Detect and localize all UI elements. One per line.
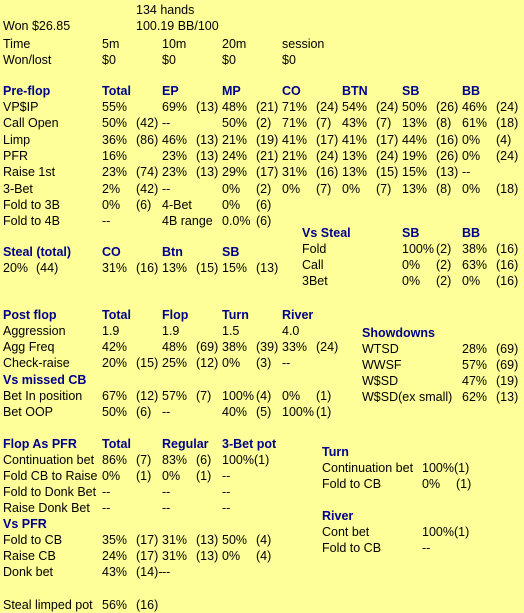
- flop-pfr-col-total: Total: [102, 437, 131, 451]
- count-total: (74): [136, 165, 159, 180]
- wonlost-20m: $0: [222, 53, 236, 67]
- vs-steal-col-bb: BB: [462, 226, 481, 240]
- stat-total: 0%: [102, 197, 121, 212]
- stat-bb: 0%: [462, 274, 481, 288]
- stat-value: --: [422, 541, 431, 555]
- stat-total: 43%: [102, 565, 128, 579]
- stat-flop: 57%: [162, 389, 188, 403]
- stat-mp: 0.0%: [222, 214, 251, 229]
- stat-ep: 4B range: [162, 214, 213, 229]
- showdowns-title: Showdowns: [362, 326, 435, 340]
- flop-pfr-col-3bet: 3-Bet pot: [222, 437, 277, 451]
- row-label: Continuation bet: [3, 453, 95, 467]
- steal-co-value: 31%: [102, 261, 128, 275]
- stat-value: 0%: [422, 477, 441, 491]
- stat-sb: 13%: [402, 181, 428, 196]
- count-total: (42): [136, 181, 159, 196]
- row-label: 3-Bet: [3, 181, 33, 196]
- count-regular: (13): [196, 549, 219, 563]
- row-label: WTSD: [362, 342, 399, 356]
- stat-mp: 0%: [222, 197, 241, 212]
- stat-total: 20%: [102, 356, 128, 370]
- count-flop: (12): [196, 356, 219, 370]
- stat-total: 42%: [102, 340, 128, 354]
- row-label: Fold to 4B: [3, 214, 60, 229]
- stat-total: --: [102, 485, 111, 499]
- count-btn: (15): [376, 165, 399, 180]
- stat-flop: --: [162, 405, 171, 419]
- count-sb: (26): [436, 100, 459, 114]
- time-col-20m: 20m: [222, 37, 247, 51]
- flop-pfr-title: Flop As PFR: [3, 437, 77, 451]
- count-sb: (8): [436, 116, 452, 131]
- stat-value: 28%: [462, 342, 488, 356]
- row-label: VP$IP: [3, 100, 39, 114]
- count-btn: (17): [376, 132, 399, 147]
- stat-total: 16%: [102, 148, 128, 163]
- stat-3bet: 0%: [222, 549, 241, 563]
- row-label: Cont bet: [322, 525, 370, 539]
- count-bb: (18): [496, 181, 519, 196]
- row-label: Agg Freq: [3, 340, 55, 354]
- stat-total: --: [102, 501, 111, 515]
- vs-steal-col-sb: SB: [402, 226, 420, 240]
- count-flop: (69): [196, 340, 219, 354]
- stat-bb: 61%: [462, 116, 488, 131]
- count-mp: (19): [256, 132, 279, 147]
- row-label: W$SD(ex small): [362, 390, 453, 404]
- row-label: Continuation bet: [322, 461, 414, 475]
- count-sb: (2): [436, 274, 452, 288]
- stat-3bet: --: [222, 485, 231, 499]
- stat-co: 0%: [282, 181, 301, 196]
- time-col-10m: 10m: [162, 37, 187, 51]
- steal-btn-count: (15): [196, 261, 219, 275]
- wonlost-5m: $0: [102, 53, 116, 67]
- count-total: (7): [136, 453, 152, 467]
- count-btn: (7): [376, 116, 392, 131]
- stat-btn: 13%: [342, 148, 368, 163]
- count-sb: (16): [436, 132, 459, 147]
- postflop-title: Post flop: [3, 308, 57, 322]
- count-bb: (4): [496, 132, 512, 147]
- row-label: Limp: [3, 132, 31, 147]
- stat-turn: 100%: [222, 389, 254, 403]
- count-co: (24): [316, 148, 339, 163]
- time-col-session: session: [282, 37, 325, 51]
- row-label: Bet In position: [3, 389, 83, 403]
- count-mp: (6): [256, 197, 272, 212]
- steal-col-co: CO: [102, 245, 121, 259]
- stat-sb: 100%: [402, 242, 434, 256]
- row-label: Fold to CB: [322, 541, 382, 555]
- count-flop: (7): [196, 389, 212, 403]
- stat-regular: --: [162, 501, 171, 515]
- count-ep: (13): [196, 165, 219, 180]
- count-bb: (16): [496, 274, 519, 288]
- stat-co: 21%: [282, 148, 308, 163]
- stat-total: 55%: [102, 100, 128, 114]
- stat-total: 36%: [102, 132, 128, 147]
- stat-value: 100%(1): [422, 461, 470, 475]
- count-total: (1): [136, 469, 152, 483]
- stat-bb: 38%: [462, 242, 488, 256]
- stat-sb: 19%: [402, 148, 428, 163]
- count-value: (69): [496, 358, 519, 372]
- turn-title: Turn: [322, 445, 349, 459]
- steal-limped-label: Steal limped pot: [3, 598, 93, 612]
- preflop-col-mp: MP: [222, 84, 241, 98]
- stat-regular: 0%: [162, 469, 181, 483]
- postflop-col-flop: Flop: [162, 308, 189, 322]
- stat-mp: 48%: [222, 100, 248, 114]
- stat-sb: 13%: [402, 116, 428, 131]
- count-sb: (2): [436, 258, 452, 272]
- row-label: Fold to CB: [322, 477, 382, 491]
- stat-river: 0%: [282, 389, 301, 403]
- row-label: Raise Donk Bet: [3, 501, 90, 515]
- row-label: Fold to CB: [3, 533, 63, 547]
- stat-sb: 0%: [402, 258, 421, 272]
- steal-col-sb: SB: [222, 245, 240, 259]
- stat-river: 100%: [282, 405, 314, 419]
- stat-ep: 23%: [162, 165, 188, 180]
- stat-total: 50%: [102, 405, 128, 419]
- row-label: Raise CB: [3, 549, 56, 563]
- row-label: W$SD: [362, 374, 399, 388]
- count-sb: (8): [436, 181, 452, 196]
- stat-sb: 44%: [402, 132, 428, 147]
- stat-mp: 21%: [222, 132, 248, 147]
- count-river: (1): [316, 405, 332, 419]
- count-3bet: (4): [256, 533, 272, 547]
- missed-cb-title: Vs missed CB: [3, 373, 87, 387]
- count-value: (19): [496, 374, 519, 388]
- count-bb: (16): [496, 258, 519, 272]
- preflop-col-btn: BTN: [342, 84, 368, 98]
- count-mp: (21): [256, 148, 279, 163]
- stat-river: --: [282, 356, 291, 370]
- count-sb: (13): [436, 165, 459, 180]
- stat-total: 1.9: [102, 324, 120, 338]
- row-label: 3Bet: [302, 274, 328, 288]
- count-total: (86): [136, 132, 159, 147]
- count-ep: (13): [196, 148, 219, 163]
- stat-turn: 0%: [222, 356, 241, 370]
- count-value: (13): [496, 390, 519, 404]
- preflop-col-ep: EP: [162, 84, 179, 98]
- count-mp: (2): [256, 181, 272, 196]
- count-total: (12): [136, 389, 159, 403]
- count-river: (1): [316, 389, 332, 403]
- postflop-col-river: River: [282, 308, 314, 322]
- stat-regular: --: [162, 485, 171, 499]
- stat-regular: 31%: [162, 533, 188, 547]
- count-bb: (24): [496, 148, 519, 163]
- row-label: Check-raise: [3, 356, 70, 370]
- stat-ep: --: [162, 116, 171, 131]
- count-mp: (17): [256, 165, 279, 180]
- stat-mp: 29%: [222, 165, 248, 180]
- stat-ep: --: [162, 181, 171, 196]
- time-col-5m: 5m: [102, 37, 120, 51]
- stat-total: 24%: [102, 549, 128, 563]
- count-bb: (18): [496, 116, 519, 131]
- postflop-col-turn: Turn: [222, 308, 249, 322]
- row-label: Call: [302, 258, 324, 272]
- stat-total: 23%: [102, 165, 128, 180]
- stat-3bet: 100%(1): [222, 453, 270, 467]
- stat-sb: 15%: [402, 165, 428, 180]
- stat-turn: 1.5: [222, 324, 240, 338]
- count-3bet: (4): [256, 549, 272, 563]
- row-label: PFR: [3, 148, 28, 163]
- count-mp: (21): [256, 100, 279, 114]
- row-label: WWSF: [362, 358, 402, 372]
- stat-bb: 0%: [462, 132, 481, 147]
- stat-river: 33%: [282, 340, 308, 354]
- stat-btn: 43%: [342, 116, 368, 131]
- stat-mp: 50%: [222, 116, 248, 131]
- stat-total: 86%: [102, 453, 128, 467]
- count-btn: (24): [376, 100, 399, 114]
- stat-bb: 0%: [462, 181, 481, 196]
- stat-ep: 23%: [162, 148, 188, 163]
- steal-limped-value: 56%: [102, 598, 128, 612]
- stat-3bet: --: [222, 501, 231, 515]
- postflop-col-total: Total: [102, 308, 131, 322]
- count-btn: (7): [376, 181, 392, 196]
- row-label: Aggression: [3, 324, 66, 338]
- stat-value: 47%: [462, 374, 488, 388]
- row-label: Fold to Donk Bet: [3, 485, 97, 499]
- count-co: (24): [316, 100, 339, 114]
- stat-co: 31%: [282, 165, 308, 180]
- count-turn: (3): [256, 356, 272, 370]
- count-co: (17): [316, 132, 339, 147]
- stat-value: 62%: [462, 390, 488, 404]
- preflop-col-co: CO: [282, 84, 301, 98]
- count-turn: (39): [256, 340, 279, 354]
- count-bb: (16): [496, 242, 519, 256]
- stat-btn: 0%: [342, 181, 361, 196]
- stat-co: 41%: [282, 132, 308, 147]
- row-label: Fold CB to Raise: [3, 469, 98, 483]
- count-total: (14)-: [136, 565, 163, 579]
- hands-count: 134 hands: [136, 3, 195, 17]
- count-ep: (13): [196, 100, 219, 114]
- steal-col-btn: Btn: [162, 245, 183, 259]
- stat-btn: 41%: [342, 132, 368, 147]
- stat-total: 50%: [102, 116, 128, 131]
- count-btn: (24): [376, 148, 399, 163]
- stat-bb: 46%: [462, 100, 488, 114]
- preflop-col-sb: SB: [402, 84, 420, 98]
- stat-total: 0%: [102, 469, 121, 483]
- count-mp: (2): [256, 116, 272, 131]
- count-value: (1): [456, 477, 472, 491]
- steal-sb-value: 15%: [222, 261, 248, 275]
- stat-3bet: 50%: [222, 533, 248, 547]
- count-co: (7): [316, 181, 332, 196]
- count-total: (17): [136, 549, 159, 563]
- count-total: (15): [136, 356, 159, 370]
- stat-turn: 40%: [222, 405, 248, 419]
- stat-flop: 1.9: [162, 324, 180, 338]
- stat-regular: --: [162, 565, 171, 579]
- count-co: (7): [316, 116, 332, 131]
- stat-value: 100%(1): [422, 525, 470, 539]
- stat-regular: 31%: [162, 549, 188, 563]
- steal-title: Steal (total): [3, 245, 72, 259]
- vs-steal-title: Vs Steal: [302, 226, 351, 240]
- count-value: (69): [496, 342, 519, 356]
- count-turn: (5): [256, 405, 272, 419]
- count-mp: (6): [256, 214, 272, 229]
- stat-ep: 69%: [162, 100, 188, 114]
- count-co: (16): [316, 165, 339, 180]
- row-label: Fold to 3B: [3, 197, 60, 212]
- row-label: Raise 1st: [3, 165, 56, 180]
- count-turn: (4): [256, 389, 272, 403]
- preflop-col-total: Total: [102, 84, 131, 98]
- stat-bb: --: [462, 165, 471, 180]
- count-sb: (2): [436, 242, 452, 256]
- count-total: (6): [136, 197, 152, 212]
- stat-bb: 0%: [462, 148, 481, 163]
- stat-co: 71%: [282, 100, 308, 114]
- stat-btn: 13%: [342, 165, 368, 180]
- wonlost-session: $0: [282, 53, 296, 67]
- stat-sb: 0%: [402, 274, 421, 288]
- count-total: (42): [136, 116, 159, 131]
- flop-pfr-col-regular: Regular: [162, 437, 209, 451]
- stat-btn: 54%: [342, 100, 368, 114]
- count-regular: (13): [196, 533, 219, 547]
- stat-total: --: [102, 214, 111, 229]
- stat-total: 2%: [102, 181, 121, 196]
- stat-ep: 46%: [162, 132, 188, 147]
- steal-limped-count: (16): [136, 598, 159, 612]
- count-ep: (13): [196, 132, 219, 147]
- stat-3bet: --: [222, 469, 231, 483]
- wonlost-10m: $0: [162, 53, 176, 67]
- stat-total: 67%: [102, 389, 128, 403]
- stat-value: 57%: [462, 358, 488, 372]
- count-river: (24): [316, 340, 339, 354]
- stat-flop: 25%: [162, 356, 188, 370]
- stat-river: 4.0: [282, 324, 300, 338]
- stat-ep: 4-Bet: [162, 197, 192, 212]
- stat-sb: 50%: [402, 100, 428, 114]
- count-total: (6): [136, 405, 152, 419]
- stat-mp: 0%: [222, 181, 241, 196]
- time-label: Time: [3, 37, 31, 51]
- stat-bb: 63%: [462, 258, 488, 272]
- stat-turn: 38%: [222, 340, 248, 354]
- count-regular: (6): [196, 453, 212, 467]
- steal-total-count: (44): [36, 261, 59, 275]
- bb-per-100: 100.19 BB/100: [136, 19, 219, 33]
- count-sb: (26): [436, 148, 459, 163]
- stat-regular: 83%: [162, 453, 188, 467]
- stat-total: 35%: [102, 533, 128, 547]
- steal-btn-value: 13%: [162, 261, 188, 275]
- vs-pfr-title: Vs PFR: [3, 517, 47, 531]
- count-total: (17): [136, 533, 159, 547]
- row-label: Call Open: [3, 116, 59, 131]
- stat-mp: 24%: [222, 148, 248, 163]
- steal-sb-count: (13): [256, 261, 279, 275]
- stat-flop: 48%: [162, 340, 188, 354]
- row-label: Fold: [302, 242, 327, 256]
- won-amount: Won $26.85: [3, 19, 71, 33]
- row-label: Donk bet: [3, 565, 54, 579]
- row-label: Bet OOP: [3, 405, 54, 419]
- steal-total-value: 20%: [3, 261, 29, 275]
- preflop-title: Pre-flop: [3, 84, 51, 98]
- river-title: River: [322, 509, 354, 523]
- steal-co-count: (16): [136, 261, 159, 275]
- count-regular: (1): [196, 469, 212, 483]
- preflop-col-bb: BB: [462, 84, 481, 98]
- wonlost-label: Won/lost: [3, 53, 52, 67]
- stat-co: 71%: [282, 116, 308, 131]
- count-bb: (24): [496, 100, 519, 114]
